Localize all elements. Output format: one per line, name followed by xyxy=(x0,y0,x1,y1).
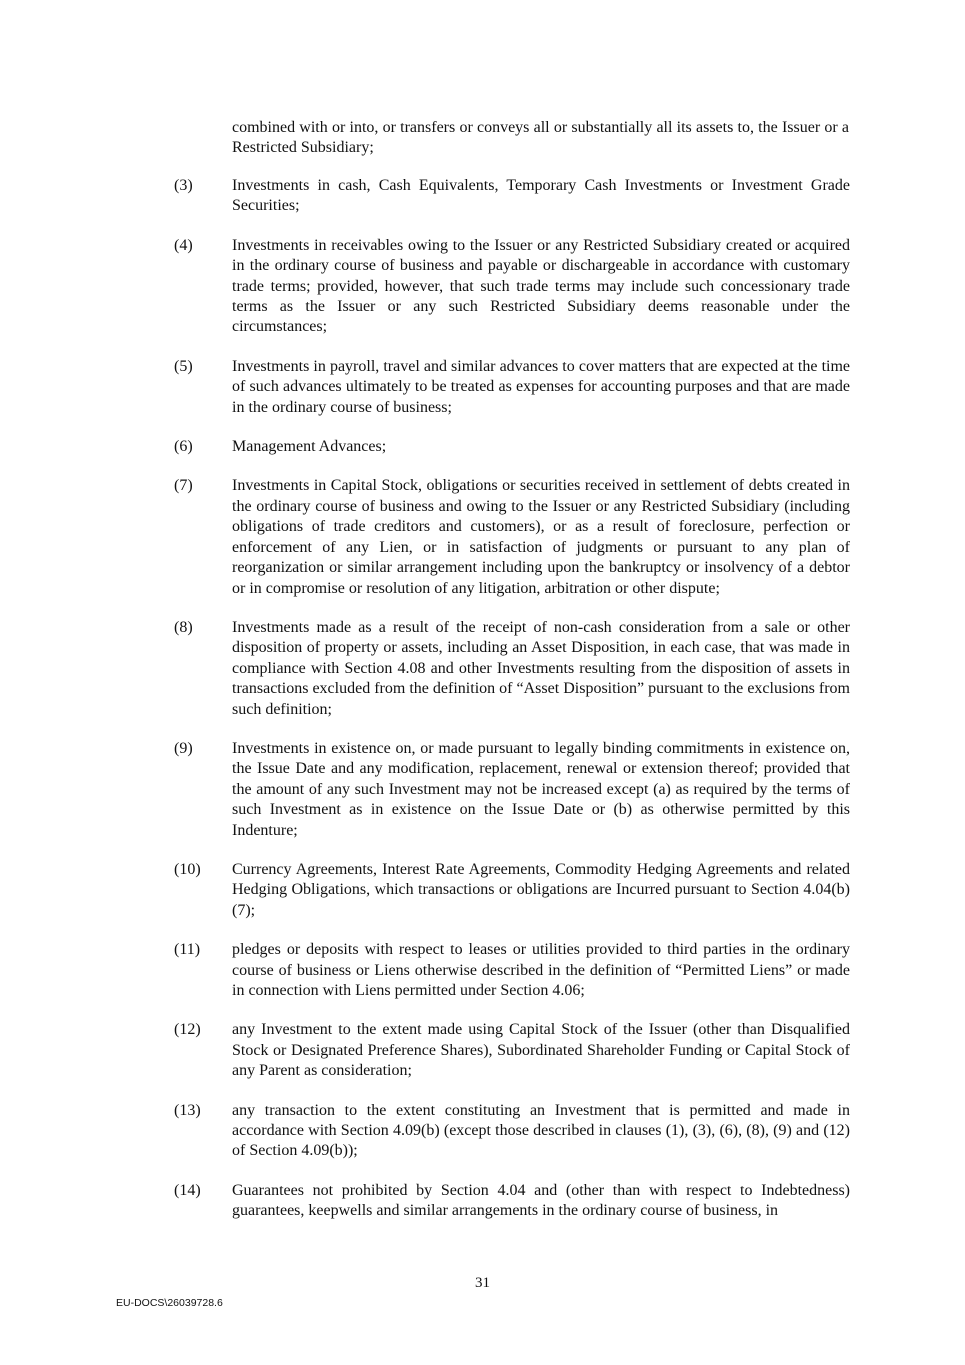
clause-number: (14) xyxy=(174,1181,201,1199)
page-number: 31 xyxy=(475,1275,490,1291)
clause-number: (9) xyxy=(174,739,193,757)
clause-item xyxy=(174,476,850,598)
continuation-paragraph: combined with or into, or transfers or conveys all or substantially all its assets to, the Issuer or a Restricted Subsidiary; xyxy=(232,119,849,157)
clause-item xyxy=(174,1020,850,1081)
clause-item xyxy=(174,357,850,418)
clause-text: Investments in receivables owing to the Issuer or any Restricted Subsidiary created or acquired in the ordinary course of business and payable or dischargeable in accordance with customary trade terms; provided, however, that such trade terms may include such concessionary trade terms as the Issuer or any such Restricted Subsidiary deems reasonable under the circumstances; xyxy=(232,236,850,336)
clause-text: any Investment to the extent made using Capital Stock of the Issuer (other than Disqualified Stock or Designated Preference Shares), Subordinated Shareholder Funding or Capital Stock of any Parent as consideration; xyxy=(232,1021,850,1080)
clause-text: pledges or deposits with respect to leases or utilities provided to third parties in the ordinary course of business or Liens otherwise described in the definition of “Permitted Liens” or made in connection with Liens permitted under Section 4.06; xyxy=(232,941,850,999)
clause-number: (12) xyxy=(174,1021,201,1039)
clause-text: any transaction to the extent constituting an Investment that is permitted and made in accordance with Section 4.09(b) (except those described in clauses (1), (3), (6), (8), (9) and (12) of Section 4.09(b)); xyxy=(232,1101,850,1160)
clause-item xyxy=(174,860,850,921)
clause-number: (10) xyxy=(174,860,201,878)
clause-number: (8) xyxy=(174,618,193,636)
clause-text: Investments made as a result of the receipt of non-cash consideration from a sale or other disposition of property or assets, including an Asset Disposition, in each case, that was made in compliance with Section 4.08 and other Investments resulting from the disposition of assets in transactions excluded from the definition of “Asset Disposition” pursuant to the exclusions from such definition; xyxy=(232,618,850,718)
clause-text: Investments in cash, Cash Equivalents, Temporary Cash Investments or Investment Grade Securities; xyxy=(232,177,850,215)
clause-list xyxy=(174,176,850,1241)
clause-number: (6) xyxy=(174,438,193,456)
clause-number: (7) xyxy=(174,477,193,495)
clause-item xyxy=(174,437,850,457)
clause-text: Investments in Capital Stock, obligations or securities received in settlement of debts created in the ordinary course of business and owing to the Issuer or any Restricted Subsidiary (including obligations of trade creditors and customers), or as a result of foreclosure, perfection or enforcement of any Lien, or in satisfaction of judgments or pursuant to any plan of reorganization or similar arrangement including upon the bankruptcy or insolvency of a debtor or in compromise or resolution of any litigation, arbitration or other dispute; xyxy=(232,477,850,597)
clause-text: Investments in existence on, or made pursuant to legally binding commitments in existence on, the Issue Date and any modification, replacement, renewal or extension thereof; provided that the amount of any such Investment may not be increased except (a) as required by the terms of such Investment as in existence on the Issue Date or (b) as otherwise permitted by this Indenture; xyxy=(232,739,850,839)
clause-text: Management Advances; xyxy=(232,438,387,456)
clause-item xyxy=(174,236,850,338)
clause-text: Investments in payroll, travel and similar advances to cover matters that are expected at the time of such advances ultimately to be treated as expenses for accounting purposes and that are made in the ordinary course of business; xyxy=(232,357,850,416)
clause-number: (13) xyxy=(174,1101,201,1119)
clause-item xyxy=(174,176,850,217)
clause-number: (11) xyxy=(174,941,201,959)
clause-text: Currency Agreements, Interest Rate Agreements, Commodity Hedging Agreements and related Hedging Obligations, which transactions or obligations are Incurred pursuant to Section 4.04(b)(7); xyxy=(232,860,850,919)
clause-number: (5) xyxy=(174,357,193,375)
clause-item xyxy=(174,739,850,841)
document-reference: EU-DOCS\26039728.6 xyxy=(116,1297,223,1309)
clause-item xyxy=(174,1101,850,1162)
clause-item xyxy=(174,618,850,720)
clause-item xyxy=(174,1181,850,1222)
clause-item xyxy=(174,940,850,1001)
clause-number: (4) xyxy=(174,236,193,254)
clause-number: (3) xyxy=(174,177,193,194)
clause-text: Guarantees not prohibited by Section 4.04 and (other than with respect to Indebtedness) guarantees, keepwells and similar arrangements in the ordinary course of business, in xyxy=(232,1181,850,1220)
